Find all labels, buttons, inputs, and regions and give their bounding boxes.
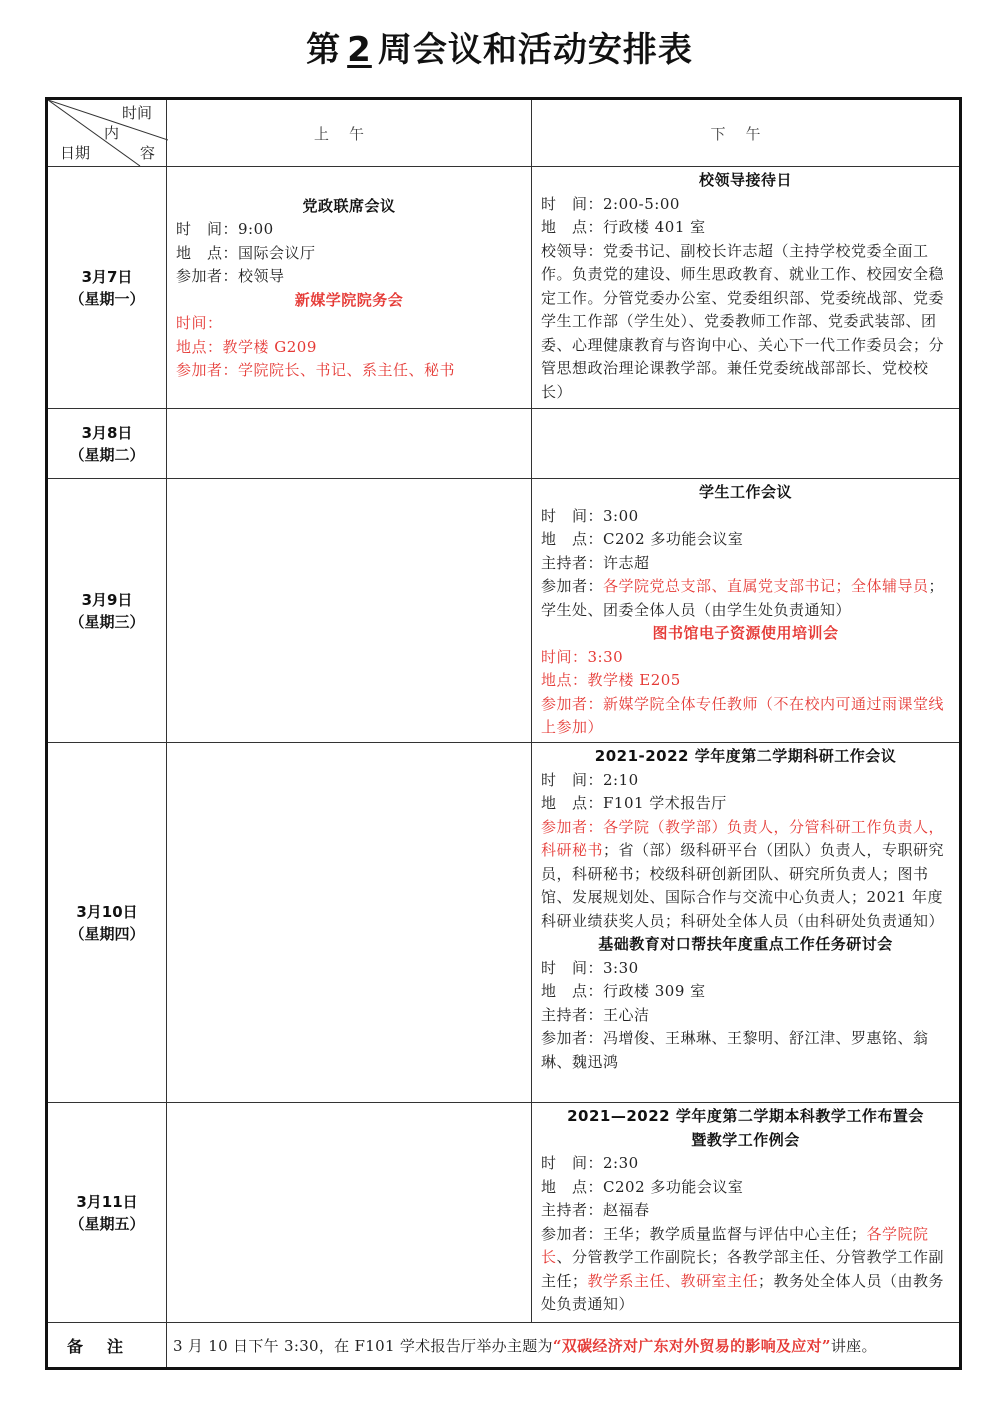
friday-pm: 2021—2022 学年度第二学期本科教学工作布置会 暨教学工作例会 时 间：2:30 地 点：C202 多功能会议室 主持者：赵福春 参加者：王华；教学质量监督与评估中心主任；各学院院长、分管教学工作副院长；各教学部主任、分管教学工作副主任；教学系主任、教研室主任；教务处全体人员（由教务处负责通知） xyxy=(532,1103,961,1323)
event-title: 2021-2022 学年度第二学期科研工作会议 xyxy=(594,747,897,765)
monday-pm: 校领导接待日 时 间：2:00-5:00 地 点：行政楼 401 室 校领导：党委书记、副校长许志超（主持学校党委全面工作。负责党的建设、师生思政教育、就业工作、校园安全稳定工作。分管党委办公室、党委组织部、党委统战部、党委学生工作部（学生处）、党委教师工作部、党委武装部、团委、心理健康教育与咨询中心、关心下一代工作委员会；分管思想政治理论课教学部。兼任党委统战部部长、党校校长） xyxy=(532,167,961,409)
date-cell: 3月9日 （星期三） xyxy=(47,479,167,743)
date-cell: 3月7日 （星期一） xyxy=(47,167,167,409)
header-content-1: 内 xyxy=(104,124,120,142)
row-tuesday xyxy=(47,409,961,479)
event-title: 党政联席会议 xyxy=(302,196,396,215)
note-label: 备注 xyxy=(47,1323,167,1369)
header-date: 日期 xyxy=(60,144,91,162)
tuesday-am xyxy=(167,409,532,479)
schedule-table xyxy=(45,97,962,1370)
date-cell: 3月11日 （星期五） xyxy=(47,1103,167,1323)
header-content-2: 容 xyxy=(140,144,156,162)
page-title: 第 2 周会议和活动安排表 xyxy=(306,30,693,70)
friday-am xyxy=(167,1103,532,1323)
thursday-am xyxy=(167,743,532,1103)
row-wednesday xyxy=(47,479,961,743)
row-thursday xyxy=(47,743,961,1103)
event-title: 校领导接待日 xyxy=(698,171,792,189)
row-monday xyxy=(47,167,961,409)
event-subtitle: 暨教学工作例会 xyxy=(691,1130,800,1149)
row-note xyxy=(47,1323,961,1369)
event-title: 图书馆电子资源使用培训会 xyxy=(652,624,839,642)
monday-am: 党政联席会议 时 间：9:00 地 点：国际会议厅 参加者：校领导 新媒学院院务会 时间： 地点：教学楼 G209 参加者：学院院长、书记、系主任、秘书 xyxy=(167,167,532,409)
tuesday-pm xyxy=(532,409,961,479)
event-title: 新媒学院院务会 xyxy=(294,290,404,309)
date-cell: 3月10日 （星期四） xyxy=(47,743,167,1103)
note-text: 3 月 10 日下午 3:30，在 F101 学术报告厅举办主题为“双碳经济对广东对外贸易的影响及应对”讲座。 xyxy=(167,1323,961,1369)
wednesday-am xyxy=(167,479,532,743)
header-row xyxy=(47,99,961,167)
header-time: 时间 xyxy=(122,104,153,122)
week-number: 2 xyxy=(347,30,372,70)
event-title: 基础教育对口帮扶年度重点工作任务研讨会 xyxy=(598,935,893,953)
diagonal-header-cell xyxy=(47,99,167,167)
header-pm: 下午 xyxy=(532,99,961,167)
event-title: 学生工作会议 xyxy=(698,483,792,501)
wednesday-pm: 学生工作会议 时 间：3:00 地 点：C202 多功能会议室 主持者：许志超 参加者：各学院党总支部、直属党支部书记；全体辅导员；学生处、团委全体人员（由学生处负责通知） 图书馆电子资源使用培训会 时间：3:30 地点：教学楼 E205 参加者：新媒学院全体专任教师（不在校内可通过雨课堂线上参加） xyxy=(532,479,961,743)
date-cell: 3月8日 （星期二） xyxy=(47,409,167,479)
thursday-pm: 2021-2022 学年度第二学期科研工作会议 时 间：2:10 地 点：F101 学术报告厅 参加者：各学院（教学部）负责人，分管科研工作负责人，科研秘书；省（部）级科研平台（团队）负责人，专职研究员，科研秘书；校级科研创新团队、研究所负责人；图书馆、发展规划处、国际合作与交流中心负责人；2021 年度科研业绩获奖人员；科研处全体人员（由科研处负责通知） 基础教育对口帮扶年度重点工作任务研讨会 时 间：3:30 地 点：行政楼 309 室 主持者：王心洁 参加者：冯增俊、王琳琳、王黎明、舒江津、罗惠铭、翁琳、魏迅鸿 xyxy=(532,743,961,1103)
event-title: 2021—2022 学年度第二学期本科教学工作布置会 xyxy=(567,1107,924,1125)
row-friday xyxy=(47,1103,961,1323)
header-am: 上午 xyxy=(167,99,532,167)
